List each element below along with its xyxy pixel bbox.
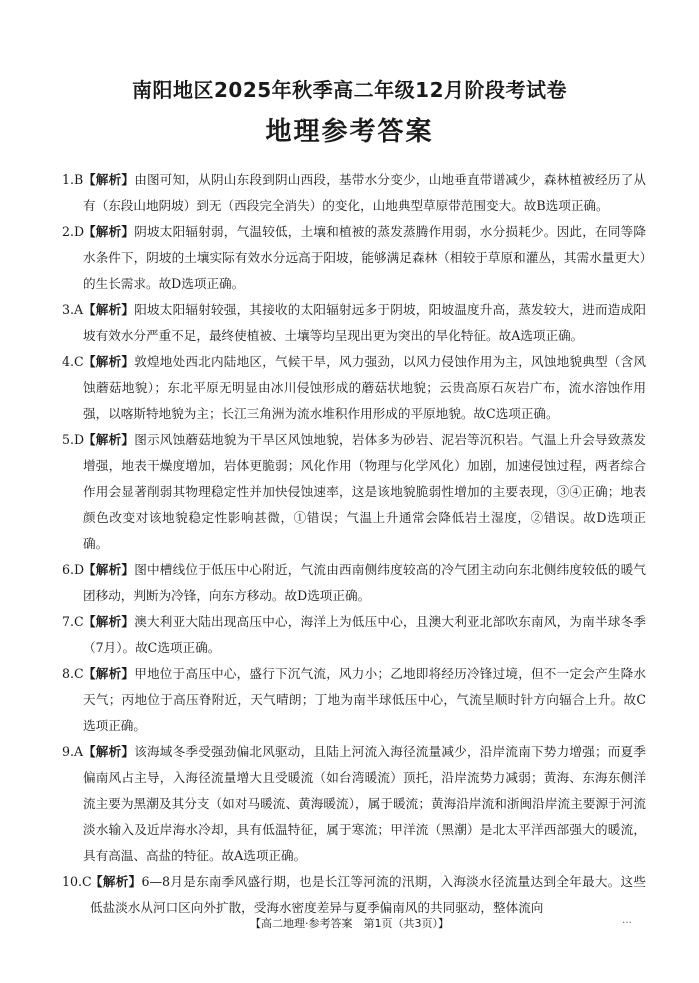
answer-item xyxy=(62,739,646,869)
question-number: 10.C xyxy=(62,874,92,889)
answer-item xyxy=(62,869,646,921)
answer-text: 甲地位于高压中心，盛行下沉气流，风力小；乙地即将经历冷锋过境，但不一定会产生降水天气；丙地位于高压脊附近，天气晴朗；丁地为南半球低压中心，气流呈顺时针方向辐合上升。故C选项正确。 xyxy=(83,666,647,733)
answer-text: 阴坡太阳辐射弱，气温较低，土壤和植被的蒸发蒸腾作用弱，水分损耗少。因此，在同等降水条件下，阴坡的土壤实际有效水分远高于阳坡，能够满足森林（相较于草原和灌丛，其需水量更大）的生长需求。故D选项正确。 xyxy=(83,224,647,291)
analysis-tag: 【解析】 xyxy=(83,302,135,317)
answer-item xyxy=(62,661,646,739)
answer-item xyxy=(62,167,646,219)
answer-list xyxy=(62,167,646,921)
answer-text: 由图可知，从阴山东段到阴山西段，基带水分变少，山地垂直带谱减少，森林植被经历了从有（东段山地阴坡）到无（西段完全消失）的变化，山地典型草原带范围变大。故B选项正确。 xyxy=(83,172,647,213)
question-number: 1.B xyxy=(62,172,84,187)
document-title: 地理参考答案 xyxy=(265,117,434,147)
question-number: 9.A xyxy=(62,744,84,759)
analysis-tag: 【解析】 xyxy=(83,224,135,239)
question-number: 3.A xyxy=(62,302,84,317)
question-number: 6.D xyxy=(62,562,85,577)
exam-title: 南阳地区2025年秋季高二年级12月阶段考试卷 xyxy=(132,78,567,102)
answer-text: 阳坡太阳辐射较强，其接收的太阳辐射远多于阴坡，阳坡温度升高，蒸发较大，进而造成阳坡有效水分严重不足，最终使植被、土壤等均呈现出更为突出的旱化特征。故A选项正确。 xyxy=(83,302,647,343)
answer-text: 敦煌地处西北内陆地区，气候干旱，风力强劲，以风力侵蚀作用为主，风蚀地貌典型（含风蚀蘑菇地貌）；东北平原无明显由冰川侵蚀形成的蘑菇状地貌；云贵高原石灰岩广布，流水溶蚀作用强，以喀斯特地貌为主；长江三角洲为流水堆积作用形成的平原地貌。故C选项正确。 xyxy=(83,354,647,421)
answer-text: 图中槽线位于低压中心附近，气流由西南侧纬度较高的冷气团主动向东北侧纬度较低的暖气团移动，判断为冷锋，向东方移动。故D选项正确。 xyxy=(83,562,647,603)
analysis-tag: 【解析】 xyxy=(83,562,135,577)
question-number: 5.D xyxy=(62,432,85,447)
page-footer: 【高二地理·参考答案 第1页（共3页）】 xyxy=(250,917,449,930)
question-number: 4.C xyxy=(62,354,84,369)
analysis-tag: 【解析】 xyxy=(83,744,135,759)
answer-text: 澳大利亚大陆出现高压中心，海洋上为低压中心，且澳大利亚北部吹东南风，为南半球冬季（7月）。故C选项正确。 xyxy=(83,614,647,655)
answer-item xyxy=(62,297,646,349)
corner-mark: … xyxy=(622,915,632,926)
analysis-tag: 【解析】 xyxy=(90,874,142,889)
answer-item xyxy=(62,427,646,557)
analysis-tag: 【解析】 xyxy=(83,172,135,187)
analysis-tag: 【解析】 xyxy=(83,354,135,369)
answer-text: 图示风蚀蘑菇地貌为干旱区风蚀地貌，岩体多为砂岩、泥岩等沉积岩。气温上升会导致蒸发增强，地表干燥度增加，岩体更脆弱；风化作用（物理与化学风化）加剧，加速侵蚀过程，两者综合作用会显著削弱其物理稳定性并加快侵蚀速率，这是该地貌脆弱性增加的主要表现，③④正确；地表颜色改变对该地貌稳定性影响甚微，①错误；气温上升通常会降低岩土湿度，②错误。故D选项正确。 xyxy=(83,432,647,551)
analysis-tag: 【解析】 xyxy=(83,432,135,447)
answer-item xyxy=(62,219,646,297)
question-number: 8.C xyxy=(62,666,84,681)
answer-text: 该海域冬季受强劲偏北风驱动，且陆上河流入海径流量减少，沿岸流南下势力增强；而夏季偏南风占主导，入海径流量增大且受暖流（如台湾暖流）顶托，沿岸流势力减弱；黄海、东海东侧洋流主要为黑潮及其分支（如对马暖流、黄海暖流），属于暖流；黄海沿岸流和浙闽沿岸流主要源于河流淡水输入及近岸海水冷却，具有低温特征，属于寒流；甲洋流（黑潮）是北太平洋西部强大的暖流，具有高温、高盐的特征。故A选项正确。 xyxy=(83,744,647,863)
answer-text: 6—8月是东南季风盛行期，也是长江等河流的汛期，入海淡水径流量达到全年最大。这些低盐淡水从河口区向外扩散，受海水密度差异与夏季偏南风的共同驱动，整体流向 xyxy=(90,874,646,915)
question-number: 2.D xyxy=(62,224,85,239)
answer-item xyxy=(62,557,646,609)
question-number: 7.C xyxy=(62,614,84,629)
answer-item xyxy=(62,609,646,661)
analysis-tag: 【解析】 xyxy=(83,614,135,629)
answer-item xyxy=(62,349,646,427)
analysis-tag: 【解析】 xyxy=(83,666,135,681)
